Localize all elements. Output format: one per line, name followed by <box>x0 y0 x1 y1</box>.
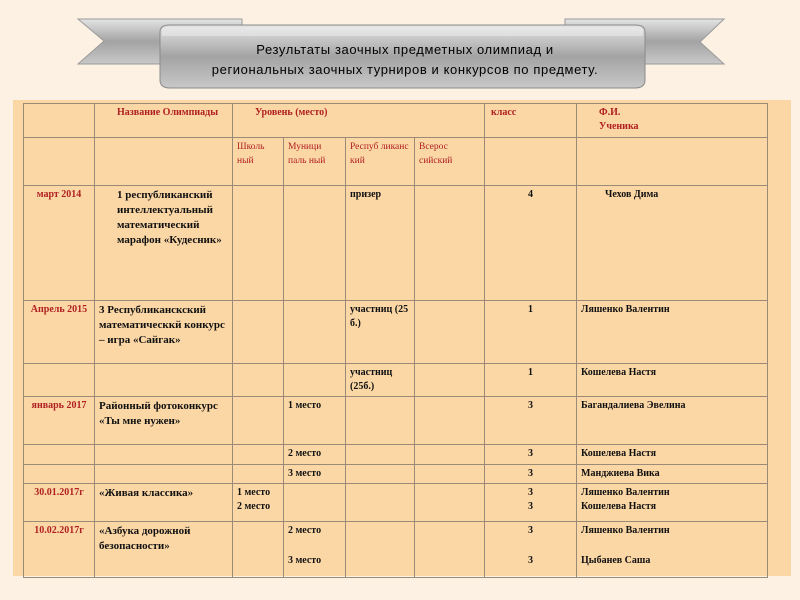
row-student <box>577 484 768 522</box>
row-date: 30.01.2017г <box>24 484 95 522</box>
row-municipal-level: 1 место <box>284 397 346 445</box>
row-olympiad-name: Районный фотоконкурс «Ты мне нужен» <box>95 397 233 445</box>
table-row <box>24 397 768 445</box>
row-student: Кошелева Настя <box>577 445 768 465</box>
grade-1: 3 <box>528 525 533 536</box>
row-grade: 3 <box>485 397 577 445</box>
subheader-republic: Респуб ликанс кий <box>346 138 415 186</box>
row-municipal-level <box>284 484 346 522</box>
row-olympiad-name <box>95 465 233 484</box>
row-school-level <box>233 445 284 465</box>
row-date <box>24 364 95 397</box>
row-republic-level: участниц (25б.) <box>346 364 415 397</box>
row-republic-level: участниц (25 б.) <box>346 301 415 364</box>
row-date: Апрель 2015 <box>24 301 95 364</box>
row-national-level <box>415 397 485 445</box>
subheader-school: Школь ный <box>233 138 284 186</box>
grade-2: 3 <box>528 501 533 512</box>
row-school-level <box>233 186 284 301</box>
student-2: Кошелева Настя <box>581 501 656 512</box>
row-grade: 3 <box>485 445 577 465</box>
row-olympiad-name: «Азбука дорожной безопасности» <box>95 522 233 578</box>
row-student: Багандалиева Эвелина <box>577 397 768 445</box>
header-olympiad-name: Название Олимпиады <box>95 104 233 138</box>
row-municipal-level: 2 место <box>284 445 346 465</box>
row-olympiad-name: «Живая классика» <box>95 484 233 522</box>
table-row <box>24 301 768 364</box>
row-olympiad-name <box>95 364 233 397</box>
row-date: январь 2017 <box>24 397 95 445</box>
row-national-level <box>415 186 485 301</box>
grade-1: 3 <box>528 487 533 498</box>
results-table <box>23 103 768 578</box>
row-school-level <box>233 397 284 445</box>
row-municipal-level <box>284 186 346 301</box>
table-row <box>24 186 768 301</box>
title-line-1: Результаты заочных предметных олимпиад и <box>256 42 554 57</box>
subheader-municipal: Муници паль ный <box>284 138 346 186</box>
row-student: Кошелева Настя <box>577 364 768 397</box>
row-student: Манджиева Вика <box>577 465 768 484</box>
row-grade <box>485 522 577 578</box>
subheader-empty-cell <box>485 138 577 186</box>
row-school-level <box>233 301 284 364</box>
header-grade: класс <box>485 104 577 138</box>
row-student: Ляшенко Валентин <box>577 301 768 364</box>
row-date <box>24 445 95 465</box>
table-row <box>24 484 768 522</box>
row-grade <box>485 484 577 522</box>
header-student: Ф.И. Ученика <box>577 104 768 138</box>
table-row <box>24 445 768 465</box>
row-grade: 1 <box>485 301 577 364</box>
row-student <box>577 522 768 578</box>
row-national-level <box>415 465 485 484</box>
student-1: Ляшенко Валентин <box>581 487 670 498</box>
municipal-place-1: 2 место <box>288 525 322 536</box>
page-title <box>160 40 650 80</box>
student-1: Ляшенко Валентин <box>581 525 670 536</box>
subheader-empty-cell <box>577 138 768 186</box>
row-republic-level <box>346 465 415 484</box>
table-row <box>24 364 768 397</box>
row-republic-level <box>346 484 415 522</box>
row-olympiad-name: 1 республиканский интеллектуальный математический марафон «Кудесник» <box>95 186 233 301</box>
subheader-national: Всерос сийский <box>415 138 485 186</box>
subheader-row <box>24 138 768 186</box>
row-municipal-level <box>284 522 346 578</box>
row-grade: 3 <box>485 465 577 484</box>
table-row <box>24 522 768 578</box>
row-student: Чехов Дима <box>577 186 768 301</box>
subheader-empty-cell <box>24 138 95 186</box>
row-olympiad-name <box>95 445 233 465</box>
row-grade: 4 <box>485 186 577 301</box>
row-national-level <box>415 445 485 465</box>
student-2: Цыбанев Саша <box>581 555 651 566</box>
row-date: 10.02.2017г <box>24 522 95 578</box>
row-republic-level <box>346 397 415 445</box>
subheader-empty-cell <box>95 138 233 186</box>
table-row <box>24 465 768 484</box>
row-republic-level <box>346 445 415 465</box>
title-line-2: региональных заочных турниров и конкурсов по предмету. <box>211 62 599 77</box>
row-municipal-level <box>284 301 346 364</box>
row-republic-level <box>346 522 415 578</box>
row-school-level <box>233 364 284 397</box>
row-municipal-level: 3 место <box>284 465 346 484</box>
row-school-level <box>233 484 284 522</box>
row-school-level <box>233 522 284 578</box>
row-date: март 2014 <box>24 186 95 301</box>
row-national-level <box>415 364 485 397</box>
row-national-level <box>415 522 485 578</box>
header-row <box>24 104 768 138</box>
header-level: Уровень (место) <box>233 104 485 138</box>
row-olympiad-name: 3 Республиканскский математическкй конкурс – игра «Сайгак» <box>95 301 233 364</box>
row-school-level <box>233 465 284 484</box>
school-place-1: 1 место <box>237 487 271 498</box>
row-grade: 1 <box>485 364 577 397</box>
row-national-level <box>415 484 485 522</box>
header-empty-cell <box>24 104 95 138</box>
row-national-level <box>415 301 485 364</box>
municipal-place-2: 3 место <box>288 555 322 566</box>
row-municipal-level <box>284 364 346 397</box>
school-place-2: 2 место <box>237 501 271 512</box>
row-date <box>24 465 95 484</box>
row-republic-level: призер <box>346 186 415 301</box>
grade-2: 3 <box>528 555 533 566</box>
